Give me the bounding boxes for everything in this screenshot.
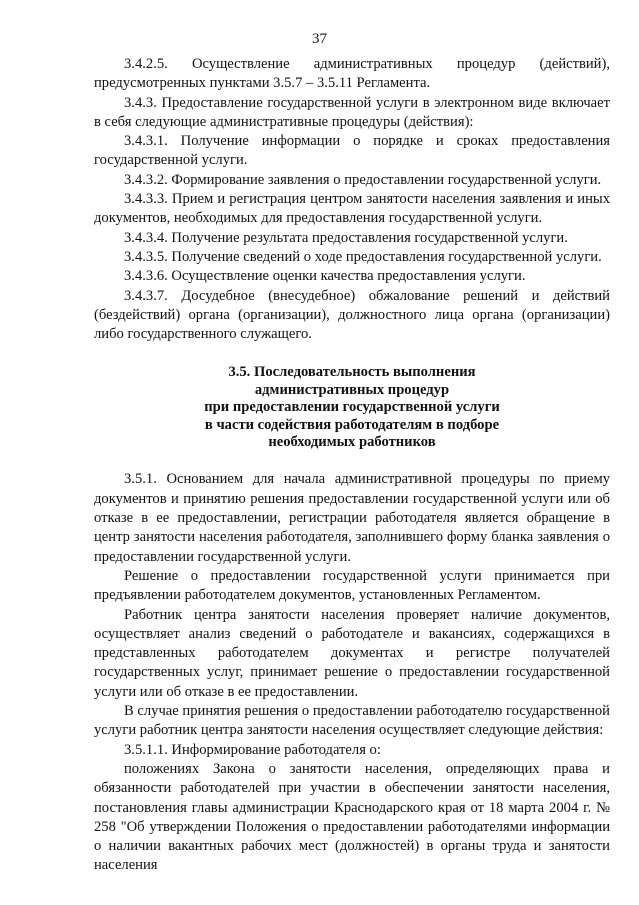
paragraph: 3.4.3.1. Получение информации о порядке и сроках предоставления государственной услуги.	[94, 133, 610, 169]
document-body	[94, 55, 610, 876]
heading-line: административных процедур	[254, 381, 450, 398]
paragraph: 3.4.3.6. Осуществление оценки качества предоставления услуги.	[124, 268, 526, 285]
paragraph: 3.5.1. Основанием для начала административной процедуры по приему документов и принятию решения предоставлении государственной услуги или об отказе в ее предоставлении, регистрации работодателя является обращение в центр занятости населения работодателя, заполнившего форму бланка заявления о предоставлении государственной услуги.	[94, 471, 610, 565]
paragraph: 3.4.2.5. Осуществление административных процедур (действий), предусмотренных пунктами 3.5.7 – 3.5.11 Регламента.	[94, 56, 610, 92]
paragraph: 3.4.3. Предоставление государственной услуги в электронном виде включает в себя следующие административные процедуры (действия):	[94, 94, 610, 130]
heading-line: в части содействия работодателям в подборе	[204, 416, 500, 433]
paragraph: Решение о предоставлении государственной услуги принимается при предъявлении работодателем документов, установленных Регламентом.	[94, 567, 610, 604]
paragraph: 3.4.3.7. Досудебное (внесудебное) обжалование решений и действий (бездействий) органа (организации), должностного лица органа (организации) либо государственного служащего.	[94, 287, 610, 343]
paragraph: положениях Закона о занятости населения, определяющих права и обязанности работодателей при участии в обеспечении занятости населения, постановления главы администрации Краснодарского края от 18 марта 2004 г. № 258 "Об утверждении Положения о предоставлении работодателями информации о наличии вакантных рабочих мест (должностей) в органы труда и занятости населения	[94, 760, 610, 874]
paragraph: 3.4.3.3. Прием и регистрация центром занятости населения заявления и иных документов, необходимых для предоставления государственной услуги.	[94, 191, 610, 227]
heading-line: необходимых работников	[268, 434, 436, 451]
paragraph: 3.4.3.4. Получение результата предоставления государственной услуги.	[124, 229, 568, 246]
paragraph: В случае принятия решения о предоставлении работодателю государственной услуги работник центра занятости населения осуществляет следующие действия:	[94, 703, 610, 739]
section-heading	[94, 364, 610, 451]
heading-line: 3.5. Последовательность выполнения	[228, 364, 476, 381]
spacer	[94, 344, 610, 364]
paragraph: 3.5.1.1. Информирование работодателя о:	[124, 741, 381, 758]
paragraph: Работник центра занятости населения проверяет наличие документов, осуществляет анализ сведений о работодателе и вакансиях, содержащихся в представленных работодателем документах и регистре получателей государственных услуг, принимает решение о предоставлении государственной услуги или об отказе в ее предоставлении.	[94, 606, 610, 700]
paragraph: 3.4.3.5. Получение сведений о ходе предоставления государственной услуги.	[124, 248, 602, 265]
page-number: 37	[312, 31, 327, 47]
paragraph: 3.4.3.2. Формирование заявления о предоставлении государственной услуги.	[124, 171, 602, 188]
heading-line: при предоставлении государственной услуги	[204, 399, 500, 416]
spacer	[94, 451, 610, 470]
